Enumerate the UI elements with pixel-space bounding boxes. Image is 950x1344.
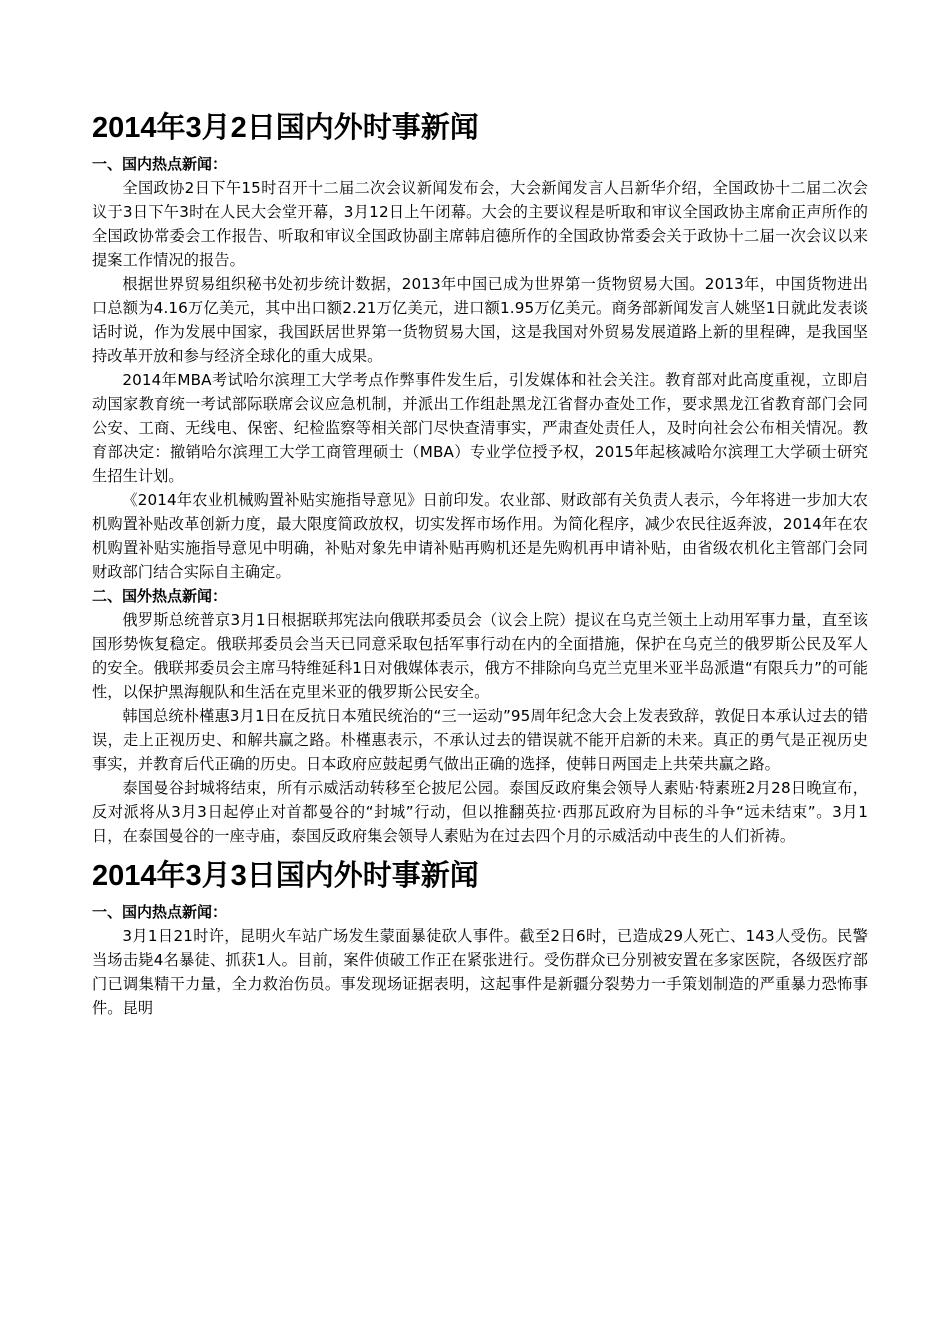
document-page — [92, 100, 868, 1020]
news-paragraph: 3月1日21时许，昆明火车站广场发生蒙面暴徒砍人事件。截至2日6时，已造成29人死亡、143人受伤。民警当场击毙4名暴徒、抓获1人。目前，案件侦破工作正在紧张进行。受伤群众已分别被安置在多家医院，各级医疗部门已调集精干力量，全力救治伤员。事发现场证据表明，这起事件是新疆分裂势力一手策划制造的严重暴力恐怖事件。昆明 — [92, 927, 868, 1017]
domestic-news-heading: 一、国内热点新闻： — [92, 155, 228, 173]
day-title: 2014年3月3日国内外时事新闻 — [92, 860, 479, 892]
day-title: 2014年3月2日国内外时事新闻 — [92, 112, 479, 144]
foreign-news-heading: 二、国外热点新闻： — [92, 587, 228, 605]
news-paragraph: 2014年MBA考试哈尔滨理工大学考点作弊事件发生后，引发媒体和社会关注。教育部对此高度重视，立即启动国家教育统一考试部际联席会议应急机制，并派出工作组赴黑龙江省督办查处工作，要求黑龙江省教育部门会同公安、工商、无线电、保密、纪检监察等相关部门尽快查清事实，严肃查处责任人，及时向社会公布相关情况。教育部决定：撤销哈尔滨理工大学工商管理硕士（MBA）专业学位授予权，2015年起核减哈尔滨理工大学硕士研究生招生计划。 — [92, 371, 868, 485]
news-paragraph: 根据世界贸易组织秘书处初步统计数据，2013年中国已成为世界第一货物贸易大国。2013年，中国货物进出口总额为4.16万亿美元，其中出口额2.21万亿美元，进口额1.95万亿美元。商务部新闻发言人姚坚1日就此发表谈话时说，作为发展中国家，我国跃居世界第一货物贸易大国，这是我国对外贸易发展道路上新的里程碑，是我国坚持改革开放和参与经济全球化的重大成果。 — [92, 275, 868, 365]
news-paragraph: 全国政协2日下午15时召开十二届二次会议新闻发布会，大会新闻发言人吕新华介绍，全国政协十二届二次会议于3日下午3时在人民大会堂开幕，3月12日上午闭幕。大会的主要议程是听取和审议全国政协主席俞正声所作的全国政协常委会工作报告、听取和审议全国政协副主席韩启德所作的全国政协常委会关于政协十二届一次会议以来提案工作情况的报告。 — [92, 179, 868, 269]
news-paragraph: 泰国曼谷封城将结束，所有示威活动转移至仑披尼公园。泰国反政府集会领导人素贴·特素班2月28日晚宣布，反对派将从3月3日起停止对首都曼谷的“封城”行动，但以推翻英拉·西那瓦政府为目标的斗争“远未结束”。3月1日，在泰国曼谷的一座寺庙，泰国反政府集会领导人素贴为在过去四个月的示威活动中丧生的人们祈祷。 — [92, 779, 868, 845]
news-paragraph: 《2014年农业机械购置补贴实施指导意见》日前印发。农业部、财政部有关负责人表示，今年将进一步加大农机购置补贴改革创新力度，最大限度简政放权，切实发挥市场作用。为简化程序，减少农民往返奔波，2014年在农机购置补贴实施指导意见中明确，补贴对象先申请补贴再购机还是先购机再申请补贴，由省级农机化主管部门会同财政部门结合实际自主确定。 — [92, 491, 868, 581]
news-paragraph: 韩国总统朴槿惠3月1日在反抗日本殖民统治的“三一运动”95周年纪念大会上发表致辞，敦促日本承认过去的错误，走上正视历史、和解共赢之路。朴槿惠表示，不承认过去的错误就不能开启新的未来。真正的勇气是正视历史事实，并教育后代正确的历史。日本政府应鼓起勇气做出正确的选择，使韩日两国走上共荣共赢之路。 — [92, 707, 868, 773]
news-paragraph: 俄罗斯总统普京3月1日根据联邦宪法向俄联邦委员会（议会上院）提议在乌克兰领土上动用军事力量，直至该国形势恢复稳定。俄联邦委员会当天已同意采取包括军事行动在内的全面措施，保护在乌克兰的俄罗斯公民及军人的安全。俄联邦委员会主席马特维延科1日对俄媒体表示，俄方不排除向乌克兰克里米亚半岛派遣“有限兵力”的可能性，以保护黑海舰队和生活在克里米亚的俄罗斯公民安全。 — [92, 611, 868, 701]
domestic-news-heading: 一、国内热点新闻： — [92, 903, 228, 921]
